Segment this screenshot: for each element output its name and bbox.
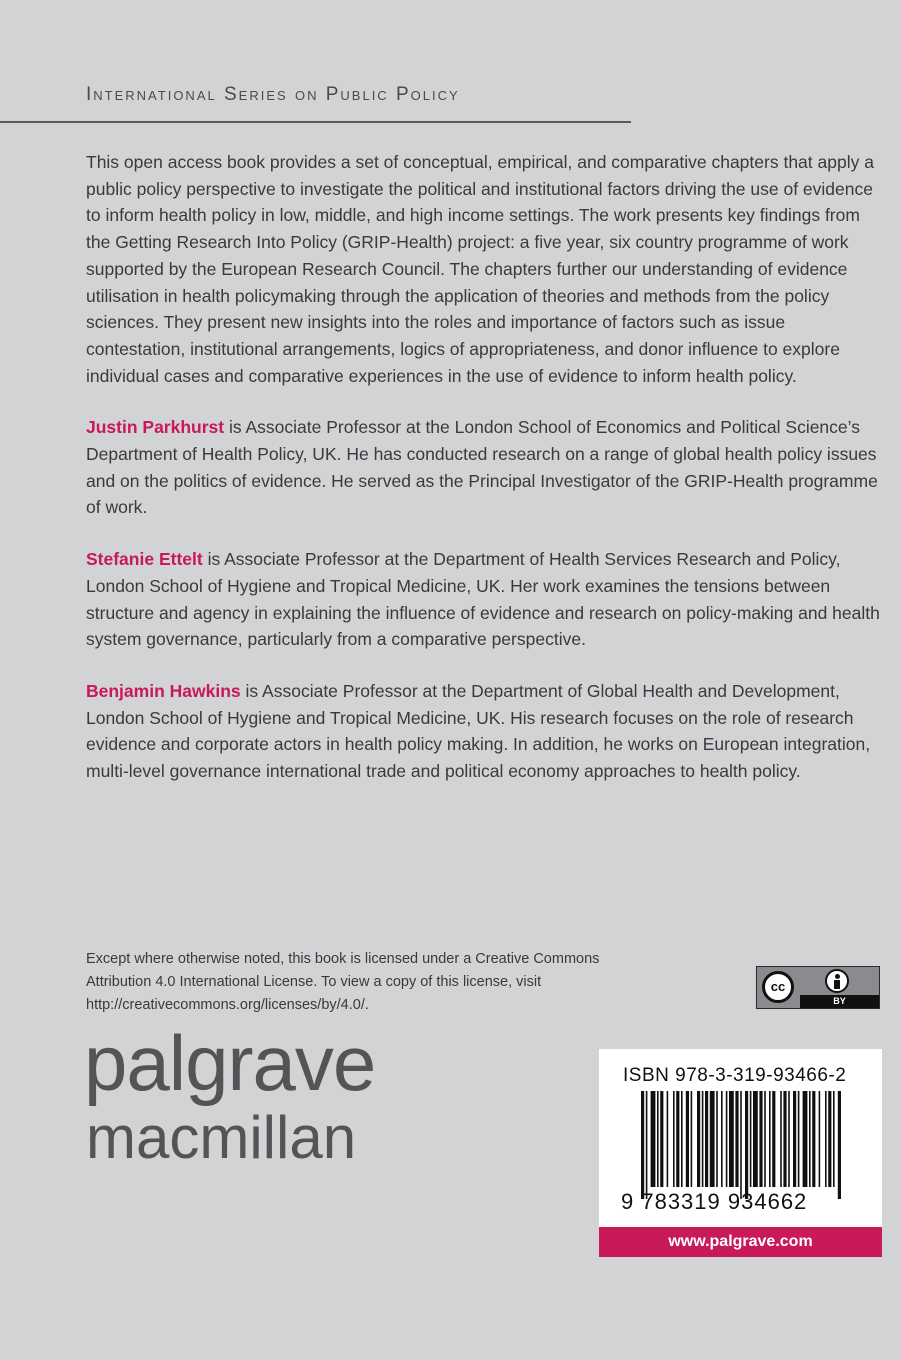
author-name: Justin Parkhurst — [86, 417, 225, 438]
isbn-barcode — [599, 1049, 882, 1227]
publisher-logo-line2: macmillan — [86, 1104, 357, 1171]
book-description: This open access book provides a set of conceptual, empirical, and comparative chapters that apply a public policy perspective to investigate the political and institutional factors driving the use of evidence to inform health policy in low, middle, and high income settings. The work presents key findings from the Getting Research Into Policy (GRIP-Health) project: a five year, six country programme of work supported by the European Research Council. The chapters further our understanding of evidence utilisation in health policymaking through the application of theories and methods from the policy sciences. They present new insights into the roles and importance of factors such as issue contestation, institutional arrangements, logics of appropriateness, and donor influence to explore individual cases and comparative experiences in the use of evidence to inform health policy. — [86, 152, 874, 386]
back-cover-text — [86, 149, 884, 810]
barcode-digits: 9 783319 934662 — [621, 1189, 808, 1214]
author-bio-ettelt — [86, 546, 884, 653]
creative-commons-by-icon — [756, 966, 880, 1009]
author-bio-text: is Associate Professor at the Department of Health Services Research and Policy, London School of Hygiene and Tropical Medicine, UK. Her work examines the tensions between structure and agency in explaining the influence of evidence and research on policy-making and health system governance, particularly from a comparative perspective. — [86, 549, 880, 650]
series-divider — [0, 121, 631, 123]
barcode-bars — [641, 1091, 841, 1199]
license-notice: Except where otherwise noted, this book is licensed under a Creative Commons Attribution 4.0 International License. To view a copy of this license, visit http://creativecommons.org/licenses/by/4.0/. — [86, 951, 600, 1013]
isbn-label: ISBN 978-3-319-93466-2 — [623, 1065, 847, 1086]
author-bio-text: is Associate Professor at the London School of Economics and Political Science’s Department of Health Policy, UK. He has conducted research on a range of global health policy issues and on the politics of evidence. He served as the Principal Investigator of the GRIP-Health programme of work. — [86, 417, 878, 518]
publisher-logo-line1: palgrave — [84, 1019, 376, 1107]
series-title: International Series on Public Policy — [86, 84, 460, 105]
attribution-icon — [825, 969, 849, 993]
publisher-website: www.palgrave.com — [599, 1227, 882, 1257]
cc-by-label: BY — [800, 995, 879, 1008]
author-name: Benjamin Hawkins — [86, 680, 241, 701]
cc-icon: cc — [762, 971, 794, 1003]
author-bio-hawkins — [86, 678, 884, 785]
author-name: Stefanie Ettelt — [86, 549, 203, 570]
author-bio-parkhurst — [86, 414, 884, 521]
author-bio-text: is Associate Professor at the Department of Global Health and Development, London School of Hygiene and Tropical Medicine, UK. His research focuses on the role of research evidence and corporate actors in health policy making. In addition, he works on European integration, multi-level governance international trade and political economy approaches to health policy. — [86, 680, 871, 782]
